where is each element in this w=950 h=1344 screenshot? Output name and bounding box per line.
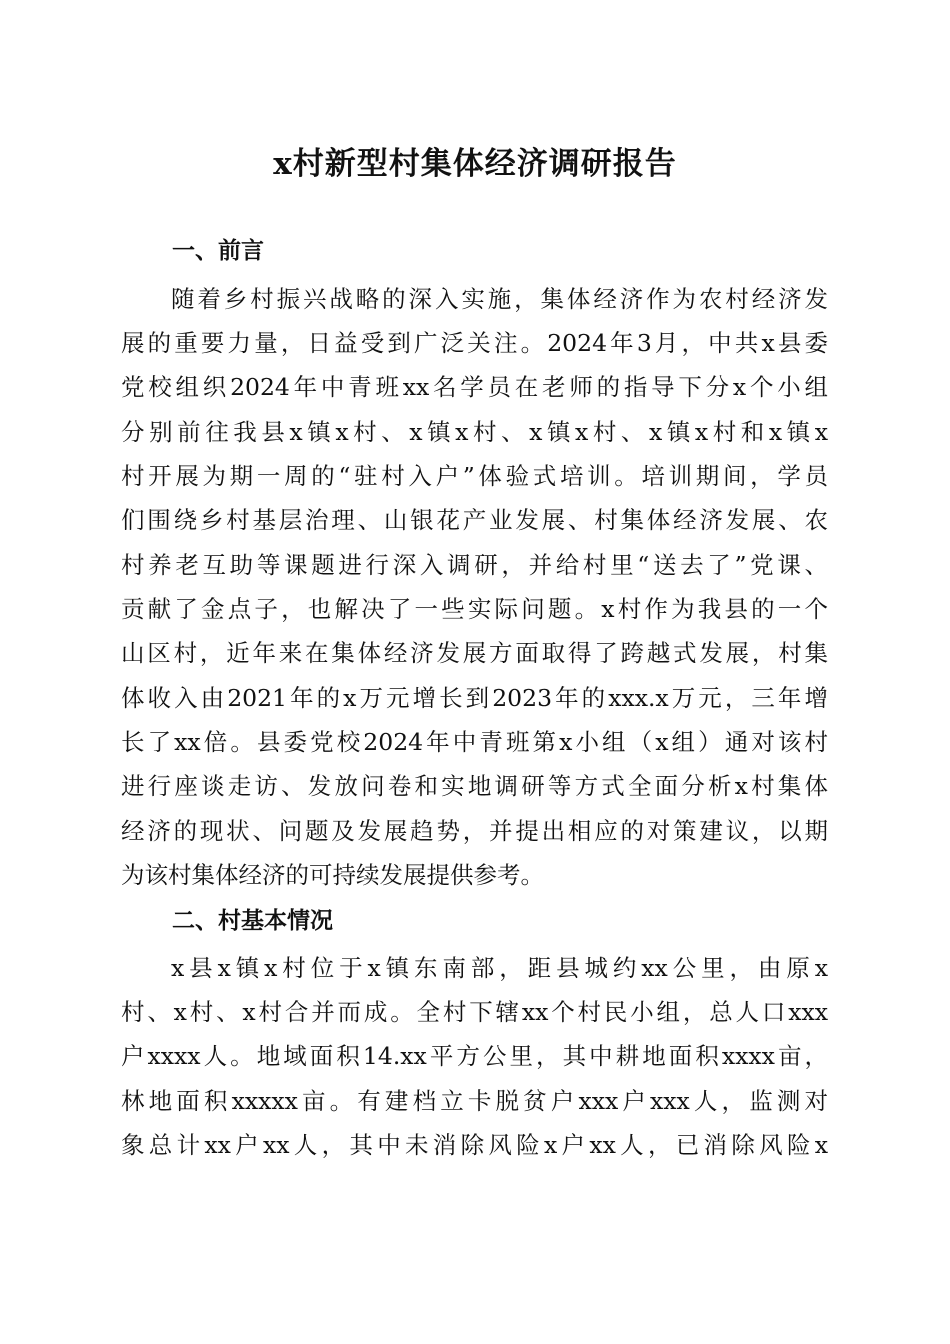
paragraph-line: 山区村，近年来在集体经济发展方面取得了跨越式发展，村集 — [121, 639, 828, 667]
paragraph-line: 展的重要力量，日益受到广泛关注。2024年3月，中共x县委 — [121, 329, 828, 357]
paragraph-line: 分别前往我县x镇x村、x镇x村、x镇x村、x镇x村和x镇x — [121, 418, 828, 446]
paragraph-line: 经济的现状、问题及发展趋势，并提出相应的对策建议，以期 — [121, 817, 828, 845]
document-title: x村新型村集体经济调研报告 — [273, 146, 677, 182]
section-heading-village-basics: 二、村基本情况 — [172, 908, 333, 934]
section-heading-preface: 一、前言 — [172, 238, 264, 264]
paragraph-line: x县x镇x村位于x镇东南部，距县城约xx公里，由原x — [171, 954, 828, 982]
paragraph-line: 贡献了金点子，也解决了一些实际问题。x村作为我县的一个 — [121, 595, 828, 623]
paragraph-line: 为该村集体经济的可持续发展提供参考。 — [121, 861, 544, 889]
paragraph-line: 象总计xx户xx人，其中未消除风险x户xx人，已消除风险x — [121, 1131, 828, 1159]
paragraph-line: 村、x村、x村合并而成。全村下辖xx个村民小组，总人口xxx — [121, 998, 828, 1026]
paragraph-line: 长了xx倍。县委党校2024年中青班第x小组（x组）通对该村 — [121, 728, 828, 756]
paragraph-line: 村养老互助等课题进行深入调研，并给村里“送去了”党课、 — [121, 551, 828, 579]
paragraph-line: 体收入由2021年的x万元增长到2023年的xxx.x万元，三年增 — [121, 684, 828, 712]
paragraph-line: 户xxxx人。地域面积14.xx平方公里，其中耕地面积xxxx亩， — [121, 1042, 828, 1070]
paragraph-line: 党校组织2024年中青班xx名学员在老师的指导下分x个小组 — [121, 373, 828, 401]
paragraph-line: 进行座谈走访、发放问卷和实地调研等方式全面分析x村集体 — [121, 772, 828, 800]
paragraph-line: 村开展为期一周的“驻村入户”体验式培训。培训期间，学员 — [121, 462, 828, 490]
paragraph-line: 林地面积xxxxx亩。有建档立卡脱贫户xxx户xxx人，监测对 — [121, 1087, 828, 1115]
paragraph-line: 们围绕乡村基层治理、山银花产业发展、村集体经济发展、农 — [121, 506, 828, 534]
paragraph-line: 随着乡村振兴战略的深入实施，集体经济作为农村经济发 — [171, 285, 828, 313]
